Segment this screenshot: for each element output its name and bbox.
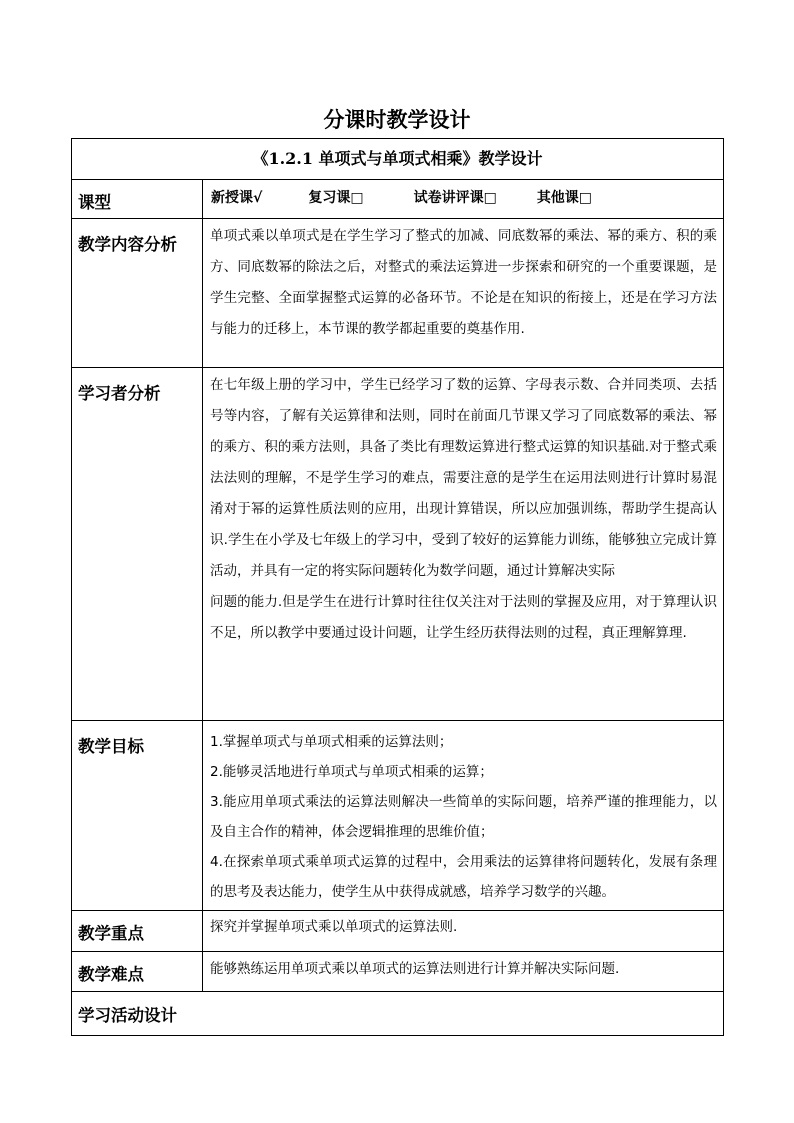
learner-analysis-paragraph-2: 问题的能力.但是学生在进行计算时往往仅关注对于法则的掌握及应用，对于算理认识不足，所以教学中要通过设计问题，让学生经历获得法则的过程，真正理解算理. [210,594,717,641]
table-row-activity-design [72,992,724,1036]
course-type-option-new: 新授课√ [211,190,263,206]
learner-analysis-paragraph-1: 在七年级上册的学习中，学生已经学习了数的运算、字母表示数、合并同类项、去括号等内容，了解有关运算律和法则，同时在前面几节课又学习了同底数幂的乘法、幂的乘方、积的乘方法则，具备了类比有理数运算进行整式运算的知识基础.对于整式乘法法则的理解，不是学生学习的难点，需要注意的是学生在运用法则进行计算时易混淆对于幂的运算性质法则的应用，出现计算错误，所以应加强训练，帮助学生提高认识.学生在小学及七年级上的学习中，受到了较好的运算能力训练，能够独立完成计算活动，并具有一定的将实际问题转化为数学问题，通过计算解决实际 [210,377,717,579]
table-row-difficulty [72,952,724,992]
table-row-key-point [72,911,724,952]
objective-item-4: 4.在探索单项式乘单项式运算的过程中，会用乘法的运算律将问题转化，发展有条理的思考及表达能力，使学生从中获得成就感，培养学习数学的兴趣。 [210,854,717,900]
course-type-option-other: 其他课□ [536,190,593,206]
table-row-learner-analysis [72,368,724,721]
course-type-options [203,180,724,219]
table-row-course-type [72,180,724,219]
objectives-label: 教学目标 [72,721,203,911]
key-point-label: 教学重点 [72,911,203,952]
learner-analysis-text [203,368,724,721]
content-analysis-label: 教学内容分析 [72,219,203,368]
course-type-label: 课型 [72,180,203,219]
content-analysis-text: 单项式乘以单项式是在学生学习了整式的加减、同底数幂的乘法、幂的乘方、积的乘方、同底数幂的除法之后，对整式的乘法运算进一步探索和研究的一个重要课题，是学生完整、全面掌握整式运算的必备环节。不论是在知识的衔接上，还是在学习方法与能力的迁移上，本节课的教学都起重要的奠基作用. [203,219,724,368]
lesson-design-table [71,138,724,1036]
course-type-option-exam-review: 试卷讲评课□ [413,190,497,206]
table-row-content-analysis [72,219,724,368]
difficulty-label: 教学难点 [72,952,203,992]
table-subtitle: 《1.2.1 单项式与单项式相乘》教学设计 [72,139,724,180]
objective-item-2: 2.能够灵活地进行单项式与单项式相乘的运算； [210,764,493,780]
table-row-objectives [72,721,724,911]
page-title: 分课时教学设计 [323,107,471,132]
activity-design-label: 学习活动设计 [72,992,724,1036]
objective-item-3: 3.能应用单项式乘法的运算法则解决一些简单的实际问题，培养严谨的推理能力，以及自主合作的精神，体会逻辑推理的思维价值； [210,794,717,840]
difficulty-text: 能够熟练运用单项式乘以单项式的运算法则进行计算并解决实际问题. [203,952,724,992]
objective-item-1: 1.掌握单项式与单项式相乘的运算法则； [210,734,453,750]
course-type-option-review: 复习课□ [308,190,364,206]
objectives-list [203,721,724,911]
learner-analysis-label: 学习者分析 [72,368,203,721]
key-point-text: 探究并掌握单项式乘以单项式的运算法则. [203,911,724,952]
